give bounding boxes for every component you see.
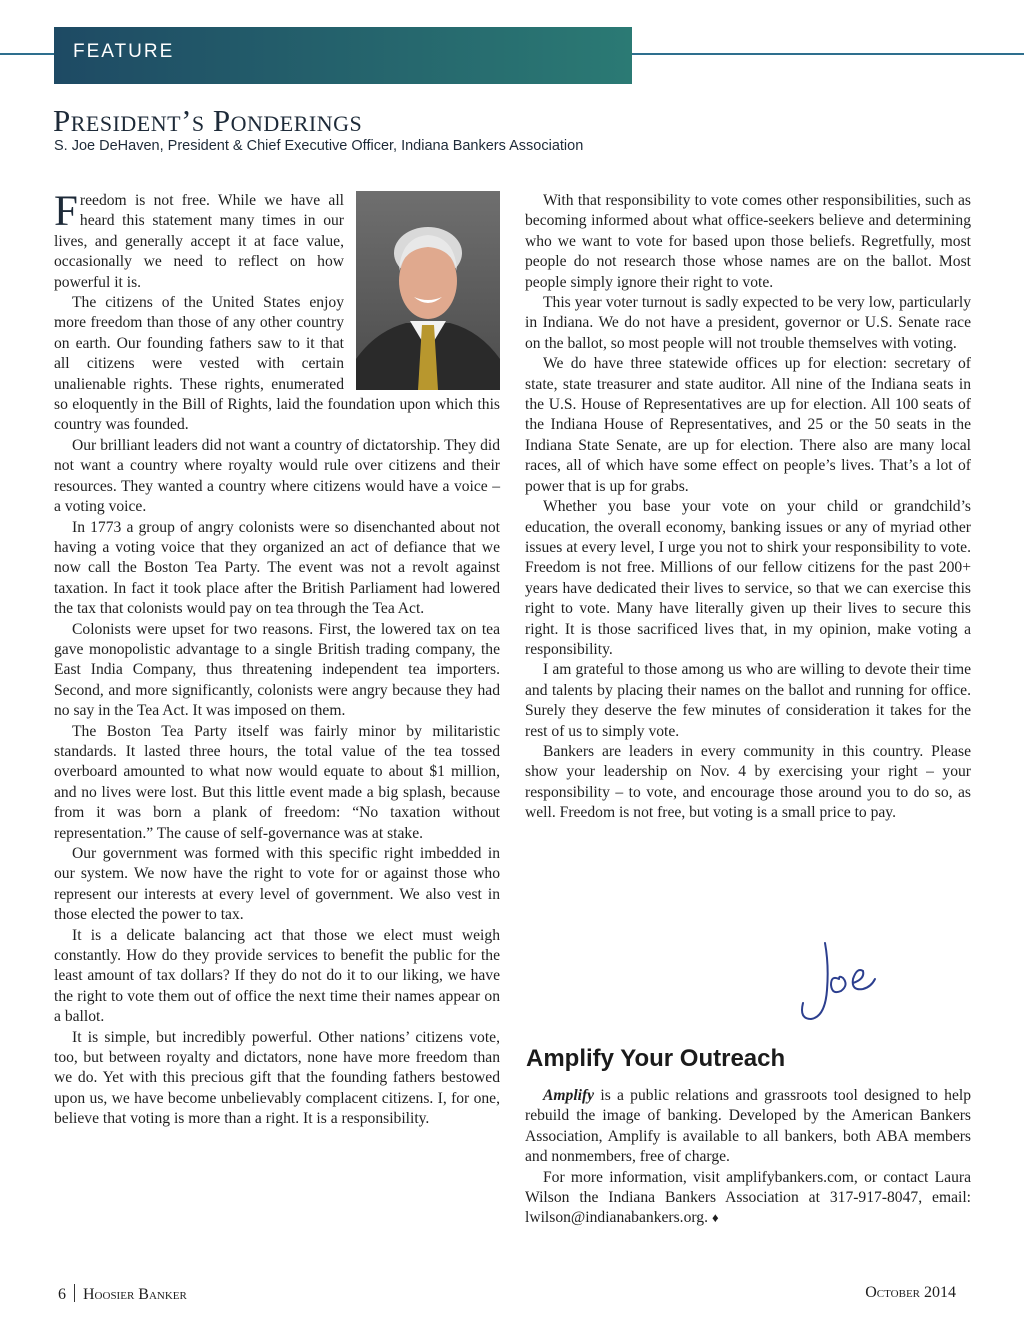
article-paragraph: It is a delicate balancing act that those we elect must weigh constantly. How do they provide services to benefit the public for the least amount of tax dollars? If they do not do it to our liking, we have the right to vote them out of office the next time their names appear on a ballot. [54, 926, 500, 1026]
author-signature [795, 935, 905, 1035]
footer-left [58, 1284, 187, 1304]
article-paragraph: Whether you base your vote on your child or grandchild’s education, the overall economy, banking issues or any of myriad other issues at every level, I urge you not to shirk your responsibility to vote. Freedom is not free. Millions of our fellow citizens for the past 200+ years have dedicated their lives to service, so that we can exercise this right to vote. Many have literally given up their lives to secure this right. It is those sacrificed lives that, in my opinion, make voting a responsibility. [525, 498, 971, 658]
sidebar-heading: Amplify Your Outreach [526, 1045, 786, 1072]
sidebar-paragraph-1-text: is a public relations and grassroots tool designed to help rebuild the image of banking. Developed by the American Bankers Association, Amplify is available to all bankers, both ABA members and nonmembers, free of charge. [525, 1087, 971, 1166]
end-mark-icon: ♦ [711, 1210, 719, 1226]
sidebar-paragraph-2 [525, 1168, 971, 1229]
first-paragraph-text: reedom is not free. While we have all heard this statement many times in our lives, and generally accept it at face value, occasionally we need to reflect on how powerful it is. [54, 192, 344, 291]
footer-divider [74, 1284, 75, 1302]
amplify-brand: Amplify [543, 1087, 595, 1104]
article-paragraph: The Boston Tea Party itself was fairly minor by militaristic standards. It lasted three hours, the total value of the tea tossed overboard amounted to what now would equate to about $1 million, and no lives were lost. But this little event made a big splash, because from it was born a plank of freedom: “No taxation without representation.” The cause of self-governance was at stake. [54, 722, 500, 842]
article-paragraph: Colonists were upset for two reasons. First, the lowered tax on tea gave monopolistic advantage to a single British trading company, the East India Company, thus threatening independent tea importers. Second, and more significantly, colonists were angry because they had no say in the Tea Act. It was imposed on them. [54, 620, 500, 720]
article-paragraph: We do have three statewide offices up for election: secretary of state, state treasurer and state auditor. All nine of the Indiana seats in the U.S. House of Representatives are up for election. All 100 seats of the Indiana House of Representatives, and 25 or the 50 seats in the Indiana State Senate, are up for election. There also are many local races, all of which have some effect on people’s lives. That’s a lot of power that is up for grabs. [525, 355, 971, 495]
page-number: 6 [58, 1286, 66, 1303]
article-paragraph: The citizens of the United States enjoy more freedom than those of any other country on earth. Our founding fathers saw to it that all citizens were vested with certain unalienable rights. These rights, enumerated so eloquently in the Bill of Rights, laid the foundation upon which this country was founded. [54, 294, 500, 434]
publication-name: Hoosier Banker [83, 1286, 187, 1303]
section-label: FEATURE [73, 41, 175, 62]
article-paragraph: In 1773 a group of angry colonists were so disenchanted about not having a voting voice that they organized an act of defiance that we now call the Boston Tea Party. The event was not a revolt against taxation. In fact it took place after the British Parliament had lowered the tax that colonists would pay on tea through the Tea Act. [54, 518, 500, 618]
article-paragraph: This year voter turnout is sadly expected to be very low, particularly in Indiana. We do not have a president, governor or U.S. Senate race on the ballot, so most people will not trouble themselves with voting. [525, 294, 971, 352]
article-right-column [525, 191, 971, 824]
article-paragraph: It is simple, but incredibly powerful. Other nations’ citizens vote, too, but between royalty and dictators, none have more freedom than we do. Yet with this precious gift that the founding fathers bestowed upon us, we have become unbelievably complacent citizens. I, for one, believe that voting is more than a right. It is a responsibility. [54, 1028, 500, 1128]
article-paragraph: Our brilliant leaders did not want a country of dictatorship. They did not want a country where royalty would rule over citizens and their resources. They wanted a country where citizens would have a voice – a voting voice. [54, 436, 500, 516]
article-title: President’s Ponderings [53, 103, 363, 138]
article-paragraph: Our government was formed with this specific right imbedded in our system. We now have the right to vote for or against those who represent our interests at every level of government. We also vest in those elected the power to tax. [54, 845, 500, 924]
drop-cap: F [54, 188, 78, 235]
article-left-column [54, 188, 500, 1130]
article-paragraph: Bankers are leaders in every community in this country. Please show your leadership on Nov. 4 by exercising your right – your responsibility – to vote, and encourage those around you to do so, as well. Freedom is not free, but voting is a small price to pay. [525, 742, 971, 822]
section-banner [54, 27, 632, 84]
sidebar-contact-text: For more information, visit amplifybankers.com, or contact Laura Wilson the Indiana Bankers Association at 317-917-8047, email: lwilson@indianabankers.org. [525, 1168, 971, 1227]
sidebar-body [525, 1086, 971, 1229]
author-portrait [356, 191, 500, 390]
article-paragraph: With that responsibility to vote comes other responsibilities, such as becoming informed about what office-seekers believe and determining who we want to vote for based upon those beliefs. Regretfully, most people do not research those whose names are on the ballot. Most people simply ignore their right to vote. [525, 192, 971, 291]
sidebar-paragraph-1 [525, 1086, 971, 1168]
issue-date: October 2014 [865, 1284, 956, 1301]
article-paragraph: I am grateful to those among us who are willing to devote their time and talents by placing their names on the ballot and running for office. Surely they deserve the few minutes of consideration it takes for the rest of us to simply vote. [525, 661, 971, 740]
article-byline: S. Joe DeHaven, President & Chief Executive Officer, Indiana Bankers Association [54, 138, 584, 154]
